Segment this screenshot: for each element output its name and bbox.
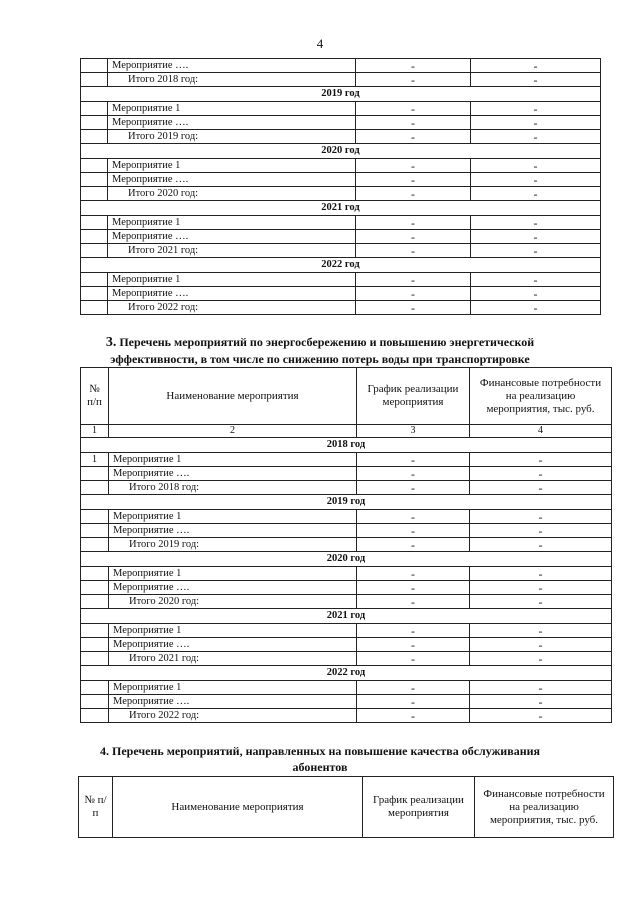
year-label: 2018 год [81,438,612,453]
activity-name: Мероприятие 1 [109,510,357,524]
section-3-number: 3. [105,335,117,350]
schedule-value: - [356,287,471,301]
activity-name: Мероприятие …. [108,287,356,301]
schedule-value: - [356,73,471,87]
total-row [81,301,601,315]
schedule-value: - [357,709,470,723]
schedule-value: - [356,244,471,258]
row-number [81,510,109,524]
total-row [81,709,612,723]
row-number [81,230,108,244]
schedule-value: - [356,59,471,73]
year-label: 2022 год [81,258,601,273]
table-row [81,581,612,595]
row-number [81,695,109,709]
row-number [81,244,108,258]
row-number [81,287,108,301]
activity-name: Мероприятие …. [109,524,357,538]
table-row [81,453,612,467]
table-row [81,681,612,695]
finance-value: - [470,652,612,666]
total-row [81,652,612,666]
row-number [81,467,109,481]
schedule-value: - [356,116,471,130]
header-finance: Финансовые потребности на реализацию мероприятия, тыс. руб. [470,368,612,425]
finance-value: - [471,159,601,173]
schedule-value: - [356,187,471,201]
col-number-3: 3 [357,425,470,438]
total-row [81,538,612,552]
activity-name: Мероприятие 1 [108,102,356,116]
schedule-value: - [357,510,470,524]
col-number-2: 2 [109,425,357,438]
activity-name: Мероприятие …. [108,59,356,73]
activity-name: Мероприятие 1 [108,273,356,287]
finance-value: - [470,510,612,524]
finance-value: - [471,216,601,230]
row-number [81,567,109,581]
finance-value: - [471,173,601,187]
activity-name: Мероприятие …. [108,116,356,130]
finance-value: - [470,481,612,495]
activity-name: Мероприятие …. [109,695,357,709]
finance-value: - [470,524,612,538]
activity-name: Мероприятие 1 [108,216,356,230]
table-row [81,59,601,73]
col-number-4: 4 [470,425,612,438]
finance-value: - [470,681,612,695]
header-name: Наименование мероприятия [109,368,357,425]
year-label: 2021 год [81,609,612,624]
total-label: Итого 2021 год: [108,244,356,258]
year-label: 2019 год [81,87,601,102]
total-label: Итого 2019 год: [108,130,356,144]
total-row [81,73,601,87]
schedule-value: - [357,538,470,552]
section-3-table-body [81,438,612,723]
year-label: 2022 год [81,666,612,681]
activity-name: Мероприятие …. [108,173,356,187]
finance-value: - [470,581,612,595]
table-row [81,624,612,638]
schedule-value: - [356,301,471,315]
section-4-table [78,776,614,838]
finance-value: - [471,287,601,301]
activity-name: Мероприятие …. [109,638,357,652]
schedule-value: - [357,524,470,538]
table-row [81,173,601,187]
section-4-title-line1: 4. Перечень мероприятий, направленных на повышение качества обслуживания [99,744,541,758]
activity-name: Мероприятие 1 [108,159,356,173]
schedule-value: - [357,453,470,467]
schedule-value: - [357,567,470,581]
schedule-value: - [356,273,471,287]
schedule-value: - [357,624,470,638]
row-number [81,73,108,87]
row-number [81,624,109,638]
activity-name: Мероприятие …. [109,581,357,595]
section-4-title [0,743,640,775]
row-number [81,638,109,652]
activity-name: Мероприятие 1 [109,624,357,638]
finance-value: - [471,73,601,87]
schedule-value: - [357,681,470,695]
year-label: 2020 год [81,144,601,159]
schedule-value: - [356,173,471,187]
row-number [81,59,108,73]
schedule-value: - [357,481,470,495]
row-number [81,524,109,538]
year-row [81,258,601,273]
schedule-value: - [356,130,471,144]
s4-header-finance: Финансовые потребности на реализацию мероприятия, тыс. руб. [475,777,614,838]
row-number [81,273,108,287]
finance-value: - [471,130,601,144]
table-row [81,510,612,524]
activity-name: Мероприятие 1 [109,681,357,695]
section-3-table [80,367,612,723]
year-label: 2019 год [81,495,612,510]
activity-name: Мероприятие 1 [109,453,357,467]
total-row [81,481,612,495]
table-row [81,116,601,130]
year-row [81,666,612,681]
total-label: Итого 2021 год: [109,652,357,666]
finance-value: - [470,709,612,723]
total-label: Итого 2020 год: [108,187,356,201]
total-label: Итого 2020 год: [109,595,357,609]
section-3-title-line1: Перечень мероприятий по энергосбережению и повышению энергетической [119,335,535,349]
table-row [81,567,612,581]
page-number: 4 [316,36,324,51]
top-table-body [81,59,601,315]
table-row [81,524,612,538]
finance-value: - [471,102,601,116]
schedule-value: - [357,695,470,709]
schedule-value: - [356,102,471,116]
finance-value: - [471,116,601,130]
year-label: 2021 год [81,201,601,216]
schedule-value: - [357,467,470,481]
total-row [81,595,612,609]
section-3-title-line2: эффективности, в том числе по снижению потерь воды при транспортировке [110,352,530,366]
finance-value: - [470,567,612,581]
header-num: № п/п [81,368,109,425]
section-4-title-line2: абонентов [292,760,348,774]
activity-name: Мероприятие …. [109,467,357,481]
table-row [81,467,612,481]
year-row [81,144,601,159]
finance-value: - [471,244,601,258]
table-row [81,638,612,652]
section-4-header-row [79,777,614,838]
row-number: 1 [81,453,109,467]
schedule-value: - [356,216,471,230]
row-number [81,102,108,116]
section-3-column-numbers [81,425,612,438]
finance-value: - [471,187,601,201]
total-label: Итого 2022 год: [109,709,357,723]
finance-value: - [470,695,612,709]
row-number [81,187,108,201]
finance-value: - [471,273,601,287]
section-3-header-row [81,368,612,425]
total-label: Итого 2022 год: [108,301,356,315]
year-row [81,201,601,216]
finance-value: - [471,59,601,73]
header-schedule: График реализации мероприятия [357,368,470,425]
schedule-value: - [356,159,471,173]
row-number [81,709,109,723]
finance-value: - [470,467,612,481]
table-row [81,216,601,230]
schedule-value: - [357,595,470,609]
finance-value: - [470,624,612,638]
year-label: 2020 год [81,552,612,567]
s4-header-name: Наименование мероприятия [113,777,363,838]
year-row [81,438,612,453]
finance-value: - [471,230,601,244]
schedule-value: - [357,652,470,666]
s4-header-num: № п/п [79,777,113,838]
row-number [81,216,108,230]
total-label: Итого 2018 год: [108,73,356,87]
row-number [81,681,109,695]
row-number [81,159,108,173]
total-row [81,244,601,258]
table-row [81,695,612,709]
finance-value: - [470,538,612,552]
row-number [81,301,108,315]
row-number [81,652,109,666]
schedule-value: - [357,581,470,595]
row-number [81,116,108,130]
year-row [81,87,601,102]
table-row [81,230,601,244]
schedule-value: - [356,230,471,244]
year-row [81,609,612,624]
total-row [81,187,601,201]
row-number [81,538,109,552]
schedule-value: - [357,638,470,652]
s4-header-schedule: График реализации мероприятия [363,777,475,838]
col-number-1: 1 [81,425,109,438]
table-row [81,102,601,116]
total-label: Итого 2019 год: [109,538,357,552]
top-table [80,58,601,315]
row-number [81,130,108,144]
finance-value: - [470,595,612,609]
table-row [81,273,601,287]
activity-name: Мероприятие …. [108,230,356,244]
total-label: Итого 2018 год: [109,481,357,495]
finance-value: - [470,453,612,467]
table-row [81,159,601,173]
finance-value: - [470,638,612,652]
row-number [81,173,108,187]
total-row [81,130,601,144]
row-number [81,595,109,609]
row-number [81,581,109,595]
table-row [81,287,601,301]
year-row [81,495,612,510]
section-3-title [0,334,640,367]
year-row [81,552,612,567]
finance-value: - [471,301,601,315]
activity-name: Мероприятие 1 [109,567,357,581]
row-number [81,481,109,495]
